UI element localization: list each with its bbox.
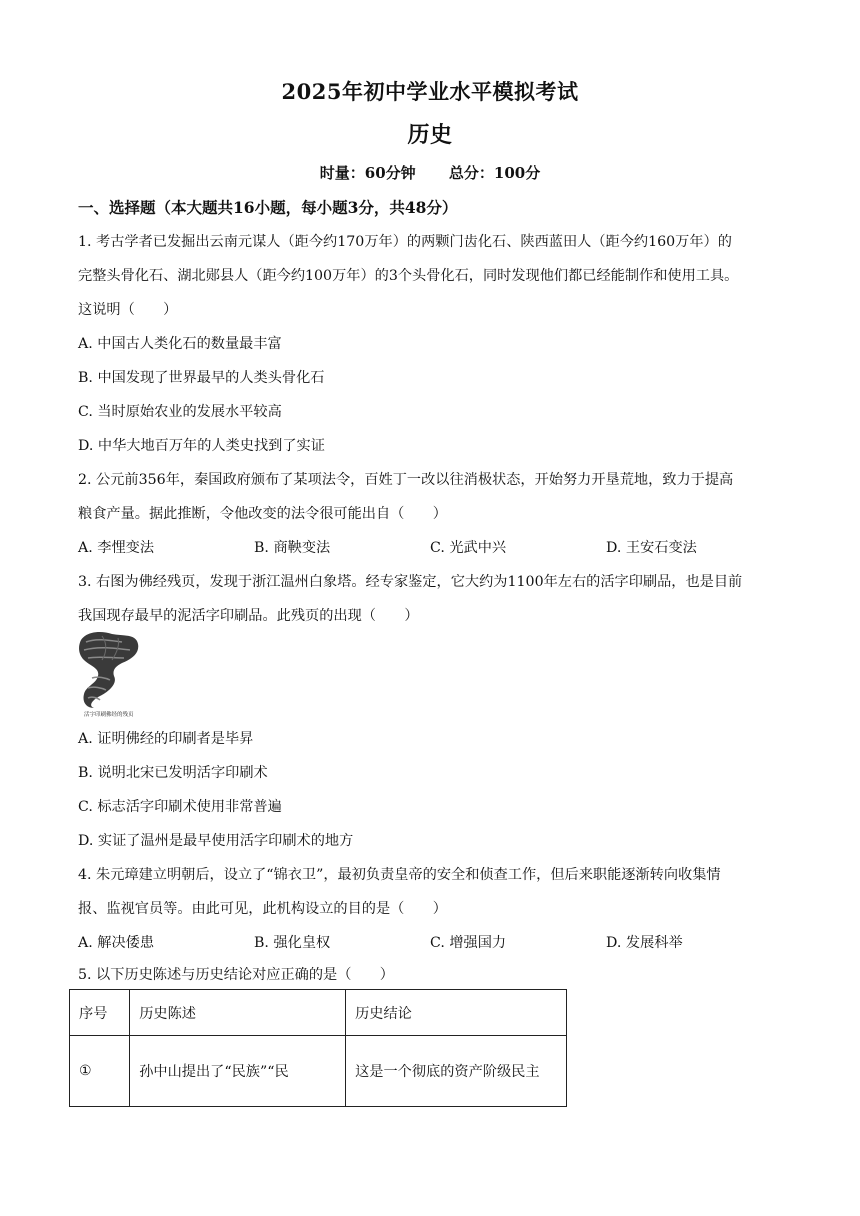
exam-time: 时量：60分钟: [319, 164, 416, 182]
figure-caption: 活字印刷佛经的残页: [84, 712, 134, 718]
table-header-cell: 历史结论: [346, 990, 567, 1036]
section-heading: 一、选择题（本大题共16小题，每小题3分，共48分）: [78, 198, 458, 217]
q1-option-a[interactable]: A. 中国古人类化石的数量最丰富: [78, 336, 282, 352]
q2-option-c[interactable]: C. 光武中兴: [430, 540, 507, 556]
q1-option-b[interactable]: B. 中国发现了世界最早的人类头骨化石: [78, 370, 325, 386]
q3-option-b[interactable]: B. 说明北宋已发明活字印刷术: [78, 765, 268, 781]
q3-option-c[interactable]: C. 标志活字印刷术使用非常普遍: [78, 799, 282, 815]
q2-stem-line: 2. 公元前356年，秦国政府颁布了某项法令，百姓丁一改以往消极状态，开始努力开垦荒地，致力于提高: [78, 472, 734, 488]
q4-option-d[interactable]: D. 发展科举: [606, 935, 683, 951]
q1-stem-line: 1. 考古学者已发掘出云南元谋人（距今约170万年）的两颗门齿化石、陕西蓝田人（距今约160万年）的: [78, 234, 732, 250]
q2-option-d[interactable]: D. 王安石变法: [606, 540, 697, 556]
q3-stem-line: 3. 右图为佛经残页，发现于浙江温州白象塔。经专家鉴定，它大约为1100年左右的活字印刷品，也是目前: [78, 574, 743, 590]
table-header-cell: 历史陈述: [130, 990, 346, 1036]
q4-stem-line: 报、监视官员等。由此可见，此机构设立的目的是（ ）: [78, 901, 447, 917]
buddhist-sutra-fragment-image: [78, 630, 140, 722]
exam-meta: [0, 162, 860, 183]
q2-option-b[interactable]: B. 商鞅变法: [254, 540, 331, 556]
q5-table: [69, 989, 567, 1107]
q1-option-c[interactable]: C. 当时原始农业的发展水平较高: [78, 404, 282, 420]
table-cell: ①: [70, 1036, 130, 1107]
table-cell: 孙中山提出了“民族”“民: [130, 1036, 346, 1107]
q1-option-d[interactable]: D. 中华大地百万年的人类史找到了实证: [78, 438, 325, 454]
q3-option-d[interactable]: D. 实证了温州是最早使用活字印刷术的地方: [78, 833, 354, 849]
q3-option-a[interactable]: A. 证明佛经的印刷者是毕昇: [78, 731, 254, 747]
sutra-fragment-icon: [78, 630, 140, 710]
q4-option-b[interactable]: B. 强化皇权: [254, 935, 331, 951]
exam-score: 总分：100分: [448, 164, 541, 182]
q1-stem-line: 这说明（ ）: [78, 302, 178, 318]
table-header-cell: 序号: [70, 990, 130, 1036]
table-cell: 这是一个彻底的资产阶级民主: [346, 1036, 567, 1107]
exam-title: 2025年初中学业水平模拟考试: [281, 79, 579, 104]
q1-stem-line: 完整头骨化石、湖北郧县人（距今约100万年）的3个头骨化石，同时发现他们都已经能制作和使用工具。: [78, 268, 739, 284]
q2-option-a[interactable]: A. 李悝变法: [78, 540, 155, 556]
q2-stem-line: 粮食产量。据此推断，令他改变的法令很可能出自（ ）: [78, 506, 447, 522]
table-header-row: [70, 990, 567, 1036]
q5-stem-line: 5. 以下历史陈述与历史结论对应正确的是（ ）: [78, 967, 394, 983]
q4-option-a[interactable]: A. 解决倭患: [78, 935, 155, 951]
table-row: [70, 1036, 567, 1107]
q4-stem-line: 4. 朱元璋建立明朝后，设立了“锦衣卫”，最初负责皇帝的安全和侦查工作，但后来职能逐渐转向收集情: [78, 867, 721, 883]
q3-stem-line: 我国现存最早的泥活字印刷品。此残页的出现（ ）: [78, 608, 419, 624]
q4-option-c[interactable]: C. 增强国力: [430, 935, 507, 951]
exam-subject: 历史: [407, 122, 453, 148]
